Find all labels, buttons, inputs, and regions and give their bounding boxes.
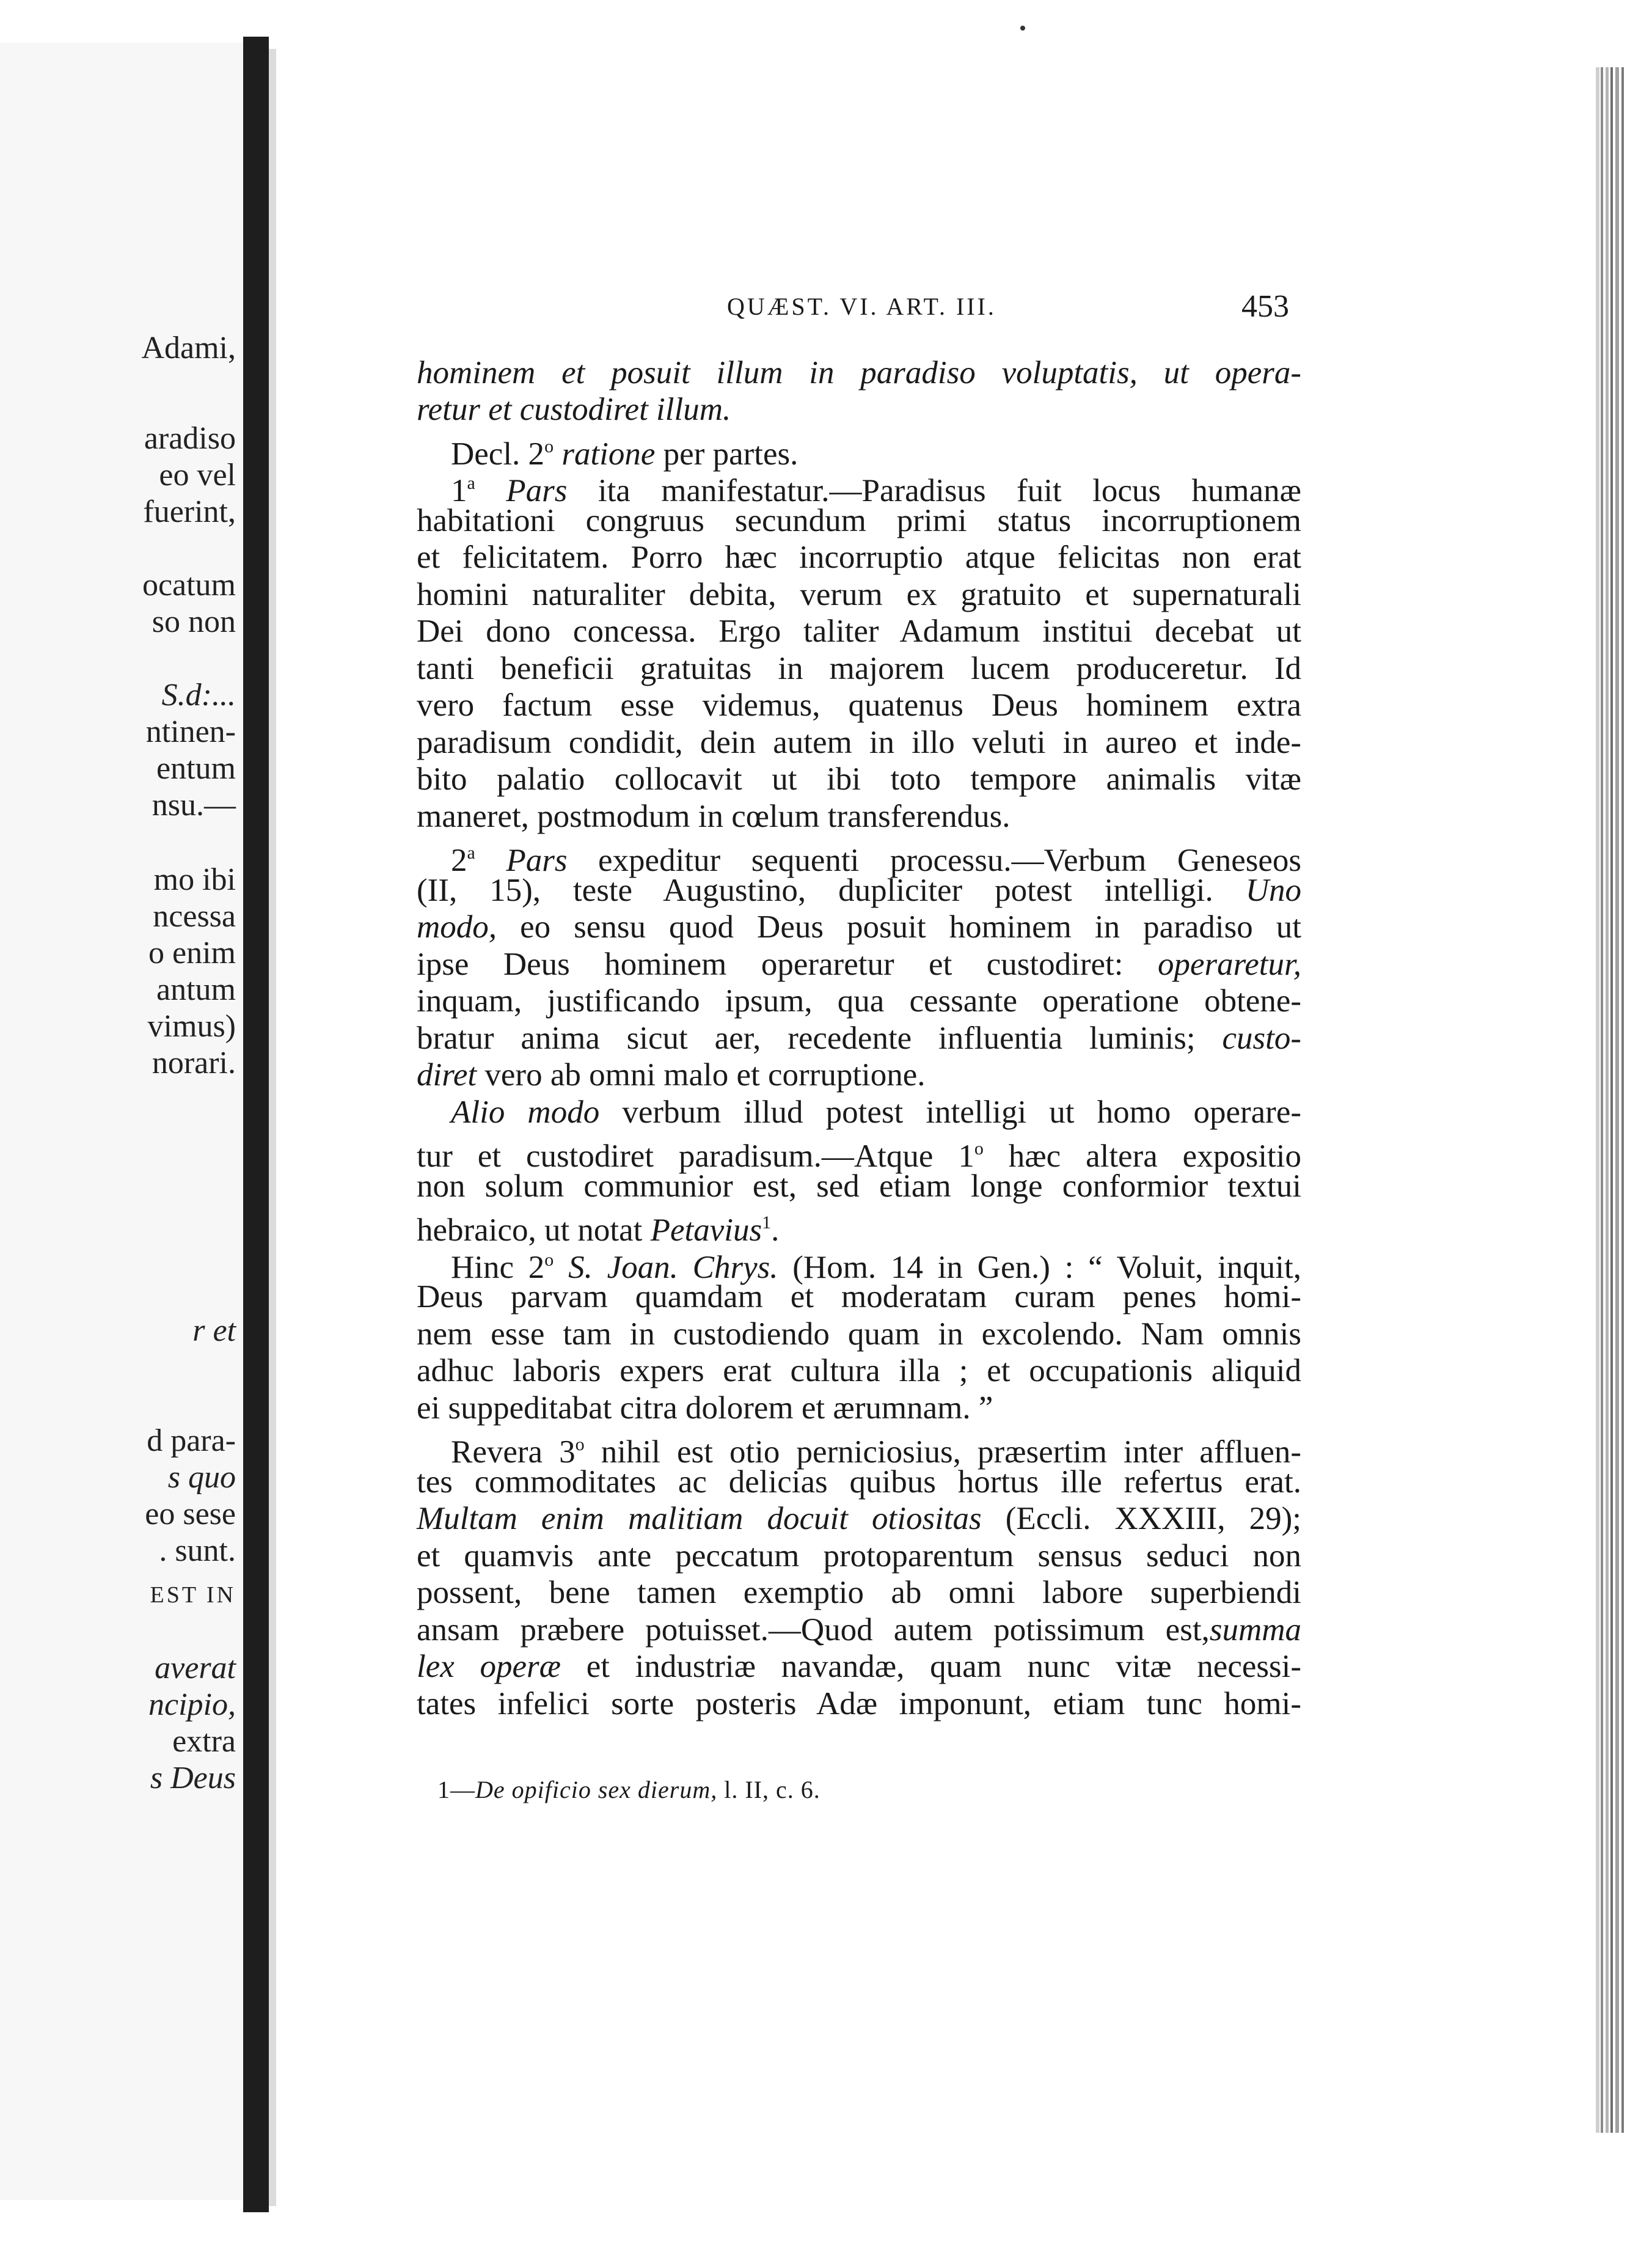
facing-page-line: extra xyxy=(172,1724,236,1759)
text-line: tes commoditates ac delicias quibus hortus ille refertus erat. xyxy=(417,1464,1301,1500)
facing-page-line: Adami, xyxy=(141,331,236,365)
facing-page-line: eo vel xyxy=(159,458,236,493)
text-span: hæc altera expositio xyxy=(1008,1138,1301,1174)
facing-page-line: nsu.— xyxy=(152,788,236,823)
facing-page-line: s Deus xyxy=(150,1761,236,1795)
text-span: ipse Deus hominem operaretur et custodiret: xyxy=(417,947,1124,982)
superscript: o xyxy=(544,436,554,457)
text-span: Decl. 2 xyxy=(451,436,545,472)
text-span: vero ab omni malo et corruptione. xyxy=(484,1057,926,1093)
italic-term: Uno xyxy=(1245,873,1301,908)
italic-term: Pars xyxy=(506,473,568,508)
text-line: habitationi congruus secundum primi status incorruptionem xyxy=(417,503,1301,538)
facing-page-line: entum xyxy=(156,751,236,786)
facing-page-line: eo sese xyxy=(145,1497,236,1531)
text-line: et felicitatem. Porro hæc incorruptio atque felicitas non erat xyxy=(417,540,1301,575)
facing-page-line: antum xyxy=(156,972,236,1007)
page-number: 453 xyxy=(1241,289,1289,324)
italic-term: lex operæ xyxy=(417,1649,561,1684)
facing-page-line: so non xyxy=(152,604,236,639)
facing-page-line: norari. xyxy=(152,1046,236,1080)
facing-page-line: s quo xyxy=(167,1460,236,1495)
text-line xyxy=(417,909,1301,945)
italic-term: ratione xyxy=(561,436,656,472)
text-line xyxy=(417,872,1301,909)
text-line xyxy=(417,1057,1301,1093)
facing-page-line: aradiso xyxy=(144,421,236,456)
text-span: Revera 3 xyxy=(451,1434,576,1470)
text-line: retur et custodiret illum. xyxy=(417,392,731,427)
facing-page-line: EST IN xyxy=(150,1582,236,1608)
facing-page-line: mo ibi xyxy=(153,862,236,897)
text-span: ansam præbere potuisset.—Quod autem potissimum est, xyxy=(417,1612,1210,1648)
italic-term: summa xyxy=(1209,1612,1301,1648)
footnote-ref-text: l. II, c. 6. xyxy=(724,1776,821,1803)
text-span: expeditur sequenti processu.—Verbum Geneseos xyxy=(598,843,1301,878)
text-line: Deus parvam quamdam et moderatam curam penes homi- xyxy=(417,1279,1301,1314)
footnote-marker: 1— xyxy=(437,1776,475,1803)
text-line xyxy=(417,1020,1301,1057)
gutter-shadow xyxy=(269,49,276,2206)
text-span: per partes. xyxy=(663,436,799,472)
facing-page-line: ntinen- xyxy=(145,714,236,749)
text-line: possent, bene tamen exemptio ab omni labore superbiendi xyxy=(417,1575,1301,1610)
footnote-title: De opificio sex dierum, xyxy=(475,1776,718,1803)
text-span: hebraico, ut notat xyxy=(417,1212,643,1248)
text-span: . xyxy=(771,1212,780,1248)
superscript: o xyxy=(974,1138,984,1159)
facing-page-fragment xyxy=(0,43,244,2200)
footnote xyxy=(437,1775,821,1804)
text-line: non solum communior est, sed etiam longe conformior textui xyxy=(417,1168,1301,1204)
facing-page-line: r et xyxy=(192,1313,236,1348)
footnote-ref[interactable]: 1 xyxy=(762,1212,772,1233)
text-line xyxy=(451,1094,1301,1131)
italic-term: Petavius xyxy=(650,1212,762,1248)
facing-page-line: S.d:... xyxy=(161,678,236,713)
text-span: eo sensu quod Deus posuit hominem in paradiso ut xyxy=(520,909,1302,945)
facing-page-line: d para- xyxy=(147,1423,236,1458)
text-line: tates infelici sorte posteris Adæ imponunt, etiam tunc homi- xyxy=(417,1686,1301,1722)
page-edge-6 xyxy=(1621,67,1624,2133)
text-line: hominem et posuit illum in paradiso voluptatis, ut opera- xyxy=(417,355,1301,391)
text-span: et industriæ navandæ, quam nunc vitæ necessi- xyxy=(586,1649,1301,1684)
text-line: tanti beneficii gratuitas in majorem lucem produceretur. Id xyxy=(417,651,1301,686)
facing-page-line: ncessa xyxy=(153,899,236,934)
text-line: ei suppeditabat citra dolorem et ærumnam. ” xyxy=(417,1390,993,1426)
superscript: a xyxy=(467,473,475,493)
facing-page-line: fuerint, xyxy=(143,494,236,529)
text-span: 2 xyxy=(451,843,467,878)
page-edge-1 xyxy=(1596,67,1599,2133)
facing-page-line: ocatum xyxy=(142,568,236,603)
text-line xyxy=(417,1648,1301,1685)
italic-term: custo- xyxy=(1222,1021,1301,1056)
text-line: maneret, postmodum in cœlum transferendus. xyxy=(417,799,1011,834)
text-line: homini naturaliter debita, verum ex gratuito et supernaturali xyxy=(417,577,1301,612)
facing-page-line: ncipio, xyxy=(148,1687,236,1722)
text-span: (Eccli. XXXIII, 29); xyxy=(1005,1501,1302,1536)
superscript: o xyxy=(575,1434,585,1454)
text-line xyxy=(417,1612,1301,1648)
text-line: et quamvis ante peccatum protoparentum sensus seduci non xyxy=(417,1538,1301,1574)
text-span: (II, 15), teste Augustino, dupliciter potest intelligi. xyxy=(417,873,1213,908)
text-span: bratur anima sicut aer, recedente influentia luminis; xyxy=(417,1021,1196,1056)
italic-term: S. Joan. Chrys. xyxy=(568,1250,778,1285)
top-margin xyxy=(276,0,1652,55)
text-span: ita manifestatur.—Paradisus fuit locus humanæ xyxy=(598,473,1302,508)
text-line: adhuc laboris expers erat cultura illa ; et occupationis aliquid xyxy=(417,1353,1301,1388)
running-header: QUÆST. VI. ART. III. xyxy=(727,293,996,320)
page-edge-2 xyxy=(1601,67,1603,2133)
facing-page-line: . sunt. xyxy=(159,1533,236,1568)
superscript: o xyxy=(544,1250,554,1270)
facing-page-line: averat xyxy=(155,1651,236,1685)
text-line: paradisum condidit, dein autem in illo veluti in aureo et inde- xyxy=(417,725,1301,760)
italic-term: Pars xyxy=(506,843,568,878)
italic-term: diret xyxy=(417,1057,477,1093)
text-line: Dei dono concessa. Ergo taliter Adamum institui decebat ut xyxy=(417,614,1301,649)
text-span: nihil est otio perniciosius, præsertim inter affluen- xyxy=(601,1434,1301,1470)
scan-speck xyxy=(1020,26,1025,31)
text-line: bito palatio collocavit ut ibi toto tempore animalis vitæ xyxy=(417,761,1301,797)
text-line: nem esse tam in custodiendo quam in excolendo. Nam omnis xyxy=(417,1316,1301,1352)
superscript: a xyxy=(467,843,475,863)
text-span: Hinc 2 xyxy=(451,1250,545,1285)
italic-term: modo, xyxy=(417,909,497,945)
text-line xyxy=(417,1500,1301,1537)
text-span: 1 xyxy=(451,473,467,508)
italic-quote: Multam enim malitiam docuit otiositas xyxy=(417,1501,982,1536)
page-edge-5 xyxy=(1615,67,1619,2133)
text-line: inquam, justificando ipsum, qua cessante operatione obtene- xyxy=(417,983,1301,1019)
text-span: tur et custodiret paradisum.—Atque 1 xyxy=(417,1138,974,1174)
italic-term: operaretur, xyxy=(1157,947,1301,982)
text-span: verbum illud potest intelligi ut homo operare- xyxy=(622,1094,1301,1130)
page-edge-3 xyxy=(1606,67,1609,2133)
facing-page-line: vimus) xyxy=(147,1009,236,1044)
facing-page-line: o enim xyxy=(148,936,236,970)
italic-term: Alio modo xyxy=(451,1094,600,1130)
text-line: vero factum esse videmus, quatenus Deus hominem extra xyxy=(417,688,1301,723)
text-span: (Hom. 14 in Gen.) : “ Voluit, inquit, xyxy=(792,1250,1302,1285)
book-gutter xyxy=(243,37,269,2212)
text-line xyxy=(417,946,1301,983)
page-edge-4 xyxy=(1610,67,1613,2133)
